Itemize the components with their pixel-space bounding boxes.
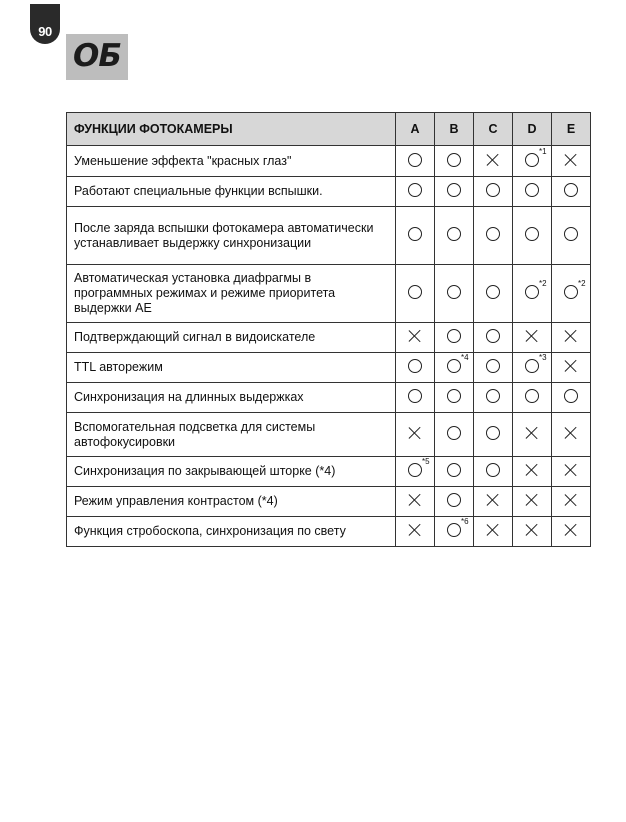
mark-cell-c — [474, 413, 513, 457]
footnote-marker: *2 — [578, 279, 586, 288]
mark-cell-e — [552, 353, 591, 383]
not-supported-cross-icon — [408, 329, 422, 343]
supported-circle-icon — [486, 183, 500, 197]
supported-circle-icon — [447, 183, 461, 197]
supported-circle-icon — [486, 359, 500, 373]
mark-cell-d — [513, 353, 552, 383]
table-row — [67, 146, 591, 177]
footnote-marker: *5 — [422, 457, 430, 466]
mark-cell-c — [474, 517, 513, 547]
column-header-c: C — [474, 113, 513, 146]
not-supported-cross-icon — [525, 493, 539, 507]
mark-cell-b — [435, 207, 474, 265]
mark-cell-c — [474, 207, 513, 265]
footnote-marker: *6 — [461, 517, 469, 526]
mark-cell-c — [474, 353, 513, 383]
mark-cell-a — [396, 413, 435, 457]
mark-cell-b — [435, 323, 474, 353]
supported-circle-icon — [486, 426, 500, 440]
feature-label: После заряда вспышки фотокамера автоматически устанавливает выдержку синхронизации — [67, 207, 396, 265]
table-header-row — [67, 113, 591, 146]
supported-circle-icon — [408, 183, 422, 197]
mark-cell-c — [474, 265, 513, 323]
column-header-e: E — [552, 113, 591, 146]
mark-cell-b — [435, 265, 474, 323]
mark-cell-d — [513, 146, 552, 177]
supported-circle-icon — [525, 183, 539, 197]
not-supported-cross-icon — [564, 426, 578, 440]
feature-label: Подтверждающий сигнал в видоискателе — [67, 323, 396, 353]
mark-cell-c — [474, 177, 513, 207]
supported-circle-icon — [408, 285, 422, 299]
table-row — [67, 323, 591, 353]
not-supported-cross-icon — [525, 426, 539, 440]
mark-cell-c — [474, 323, 513, 353]
feature-label: Синхронизация по закрывающей шторке (*4) — [67, 457, 396, 487]
mark-cell-a — [396, 517, 435, 547]
supported-circle-icon — [447, 329, 461, 343]
mark-cell-b — [435, 353, 474, 383]
mark-cell-c — [474, 487, 513, 517]
supported-circle-icon — [408, 359, 422, 373]
supported-circle-icon — [564, 279, 586, 299]
mark-cell-c — [474, 146, 513, 177]
feature-label: Автоматическая установка диафрагмы в программных режимах и режиме приоритета выдержки AE — [67, 265, 396, 323]
mark-cell-e — [552, 517, 591, 547]
supported-circle-icon — [408, 227, 422, 241]
column-header-d: D — [513, 113, 552, 146]
supported-circle-icon — [408, 389, 422, 403]
feature-label: Вспомогательная подсветка для системы автофокусировки — [67, 413, 396, 457]
supported-circle-icon — [486, 463, 500, 477]
mark-cell-b — [435, 146, 474, 177]
supported-circle-icon — [525, 389, 539, 403]
table-row — [67, 457, 591, 487]
mark-cell-e — [552, 413, 591, 457]
mark-cell-e — [552, 146, 591, 177]
column-header-a: A — [396, 113, 435, 146]
feature-label: Функция стробоскопа, синхронизация по свету — [67, 517, 396, 547]
mark-cell-e — [552, 457, 591, 487]
footnote-marker: *4 — [461, 353, 469, 362]
mark-cell-e — [552, 487, 591, 517]
column-header-b: B — [435, 113, 474, 146]
not-supported-cross-icon — [564, 463, 578, 477]
supported-circle-icon — [564, 183, 578, 197]
table-row — [67, 353, 591, 383]
mark-cell-b — [435, 517, 474, 547]
mark-cell-a — [396, 177, 435, 207]
table-row — [67, 413, 591, 457]
not-supported-cross-icon — [408, 426, 422, 440]
mark-cell-d — [513, 207, 552, 265]
supported-circle-icon — [486, 389, 500, 403]
mark-cell-a — [396, 323, 435, 353]
footnote-marker: *1 — [539, 146, 547, 156]
mark-cell-d — [513, 323, 552, 353]
mark-cell-d — [513, 517, 552, 547]
feature-label: Уменьшение эффекта "красных глаз" — [67, 146, 396, 177]
supported-circle-icon — [447, 517, 469, 537]
supported-circle-icon — [447, 493, 461, 507]
not-supported-cross-icon — [564, 523, 578, 537]
feature-label: Режим управления контрастом (*4) — [67, 487, 396, 517]
table-row — [67, 207, 591, 265]
not-supported-cross-icon — [486, 153, 500, 167]
mark-cell-b — [435, 177, 474, 207]
mark-cell-a — [396, 207, 435, 265]
supported-circle-icon — [447, 463, 461, 477]
supported-circle-icon — [486, 329, 500, 343]
not-supported-cross-icon — [564, 359, 578, 373]
mark-cell-d — [513, 413, 552, 457]
mark-cell-e — [552, 177, 591, 207]
mark-cell-c — [474, 457, 513, 487]
mark-cell-a — [396, 457, 435, 487]
supported-circle-icon — [447, 389, 461, 403]
mark-cell-e — [552, 265, 591, 323]
mark-cell-c — [474, 383, 513, 413]
table-row — [67, 383, 591, 413]
mark-cell-a — [396, 383, 435, 413]
footnote-marker: *3 — [539, 353, 547, 362]
not-supported-cross-icon — [408, 523, 422, 537]
supported-circle-icon — [447, 353, 469, 373]
not-supported-cross-icon — [564, 493, 578, 507]
supported-circle-icon — [408, 457, 430, 477]
not-supported-cross-icon — [564, 329, 578, 343]
supported-circle-icon — [564, 389, 578, 403]
table-row — [67, 517, 591, 547]
mark-cell-e — [552, 207, 591, 265]
supported-circle-icon — [486, 227, 500, 241]
supported-circle-icon — [447, 285, 461, 299]
supported-circle-icon — [525, 279, 547, 299]
table-body — [67, 146, 591, 547]
feature-label: TTL авторежим — [67, 353, 396, 383]
feature-column-header: ФУНКЦИИ ФОТОКАМЕРЫ — [67, 113, 396, 146]
not-supported-cross-icon — [525, 463, 539, 477]
supported-circle-icon — [447, 227, 461, 241]
page-number: 90 — [38, 24, 52, 39]
feature-label: Работают специальные функции вспышки. — [67, 177, 396, 207]
supported-circle-icon — [564, 227, 578, 241]
section-title: ОБ — [73, 38, 121, 74]
supported-circle-icon — [525, 353, 547, 373]
footnote-marker: *2 — [539, 279, 547, 288]
feature-label: Синхронизация на длинных выдержках — [67, 383, 396, 413]
supported-circle-icon — [525, 227, 539, 241]
not-supported-cross-icon — [486, 523, 500, 537]
mark-cell-e — [552, 323, 591, 353]
table-row — [67, 265, 591, 323]
mark-cell-a — [396, 265, 435, 323]
not-supported-cross-icon — [525, 329, 539, 343]
mark-cell-b — [435, 383, 474, 413]
mark-cell-a — [396, 487, 435, 517]
supported-circle-icon — [408, 153, 422, 167]
mark-cell-b — [435, 413, 474, 457]
mark-cell-b — [435, 457, 474, 487]
supported-circle-icon — [447, 153, 461, 167]
mark-cell-d — [513, 487, 552, 517]
supported-circle-icon — [525, 146, 547, 167]
mark-cell-d — [513, 265, 552, 323]
camera-functions-table — [66, 112, 591, 547]
supported-circle-icon — [486, 285, 500, 299]
not-supported-cross-icon — [486, 493, 500, 507]
mark-cell-d — [513, 457, 552, 487]
table-row — [67, 487, 591, 517]
supported-circle-icon — [447, 426, 461, 440]
mark-cell-e — [552, 383, 591, 413]
not-supported-cross-icon — [408, 493, 422, 507]
mark-cell-a — [396, 353, 435, 383]
table-row — [67, 177, 591, 207]
mark-cell-d — [513, 383, 552, 413]
mark-cell-a — [396, 146, 435, 177]
not-supported-cross-icon — [564, 153, 578, 167]
mark-cell-d — [513, 177, 552, 207]
mark-cell-b — [435, 487, 474, 517]
not-supported-cross-icon — [525, 523, 539, 537]
